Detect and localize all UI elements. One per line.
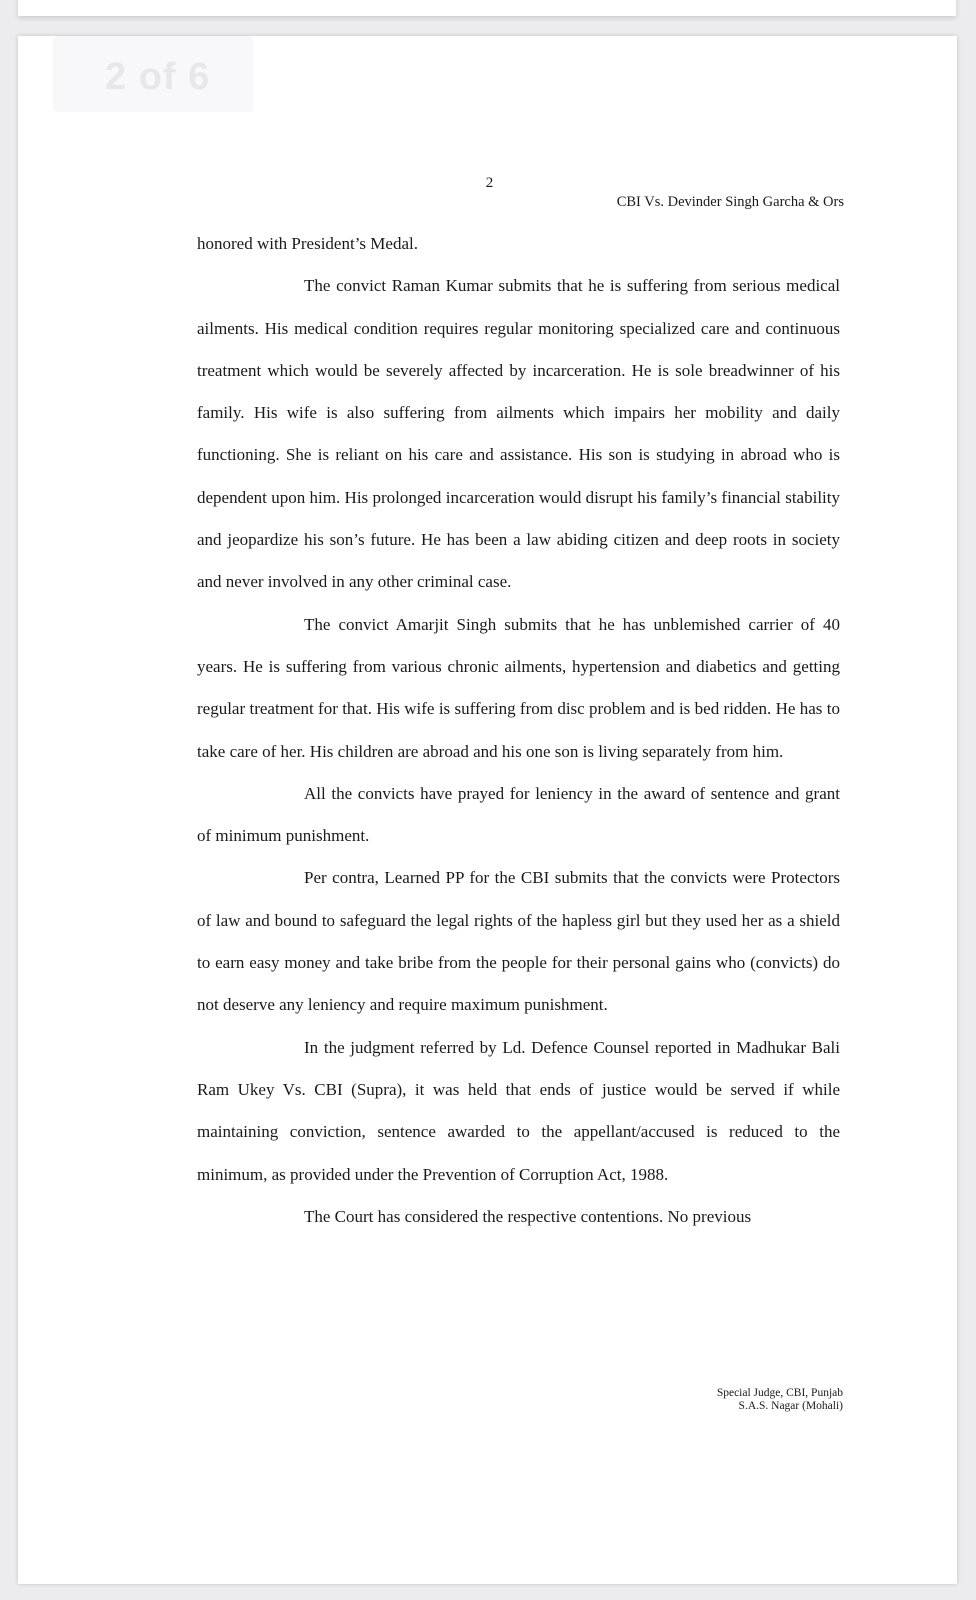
signature-footer (717, 1387, 843, 1413)
paragraph-prosecution: Per contra, Learned PP for the CBI submits that the convicts were Protectors of law and bound to safeguard the legal rights of the hapless girl but they used her as a shield to earn easy money and take bribe from the people for their personal gains who (convicts) do not deserve any leniency and require maximum punishment. (197, 868, 840, 1015)
previous-page-edge (18, 0, 956, 16)
paragraph-amarjit-singh: The convict Amarjit Singh submits that he has unblemished carrier of 40 years. He is suffering from various chronic ailments, hypertension and diabetics and getting regular treatment for that. His wife is suffering from disc problem and is bed ridden. He has to take care of her. His children are abroad and his one son is living separately from him. (197, 614, 840, 761)
page-indicator (53, 36, 253, 112)
paragraph-court-consideration: The Court has considered the respective contentions. No previous (304, 1206, 752, 1226)
page-number (18, 175, 957, 192)
page-number-value: 2 (485, 175, 494, 191)
footer-designation: Special Judge, CBI, Punjab (716, 1387, 843, 1399)
page-indicator-label: 2 of 6 (105, 56, 211, 98)
paragraph-leniency-prayer: All the convicts have prayed for leniency in the award of sentence and grant of minimum punishment. (197, 783, 840, 846)
document-page[interactable] (18, 36, 957, 1584)
footer-location: S.A.S. Nagar (Mohali) (738, 1400, 843, 1412)
paragraph-raman-kumar: The convict Raman Kumar submits that he is suffering from serious medical ailments. His medical condition requires regular monitoring specialized care and continuous treatment which would be severely affected by incarceration. He is sole breadwinner of his family. His wife is also suffering from ailments which impairs her mobility and daily functioning. She is reliant on his care and assistance. His son is studying in abroad who is dependent upon him. His prolonged incarceration would disrupt his family’s financial stability and jeopardize his son’s future. He has been a law abiding citizen and deep roots in society and never involved in any other criminal case. (197, 276, 840, 592)
paragraph-continuation: honored with President’s Medal. (197, 234, 418, 253)
document-body (197, 223, 840, 1238)
paragraph-judgment-reference: In the judgment referred by Ld. Defence Counsel reported in Madhukar Bali Ram Ukey Vs. CBI (Supra), it was held that ends of justice would be served if while maintaining conviction, sentence awarded to the appellant/accused is reduced to the minimum, as provided under the Prevention of Corruption Act, 1988. (197, 1037, 840, 1184)
case-title-header: CBI Vs. Devinder Singh Garcha & Ors (616, 194, 844, 210)
